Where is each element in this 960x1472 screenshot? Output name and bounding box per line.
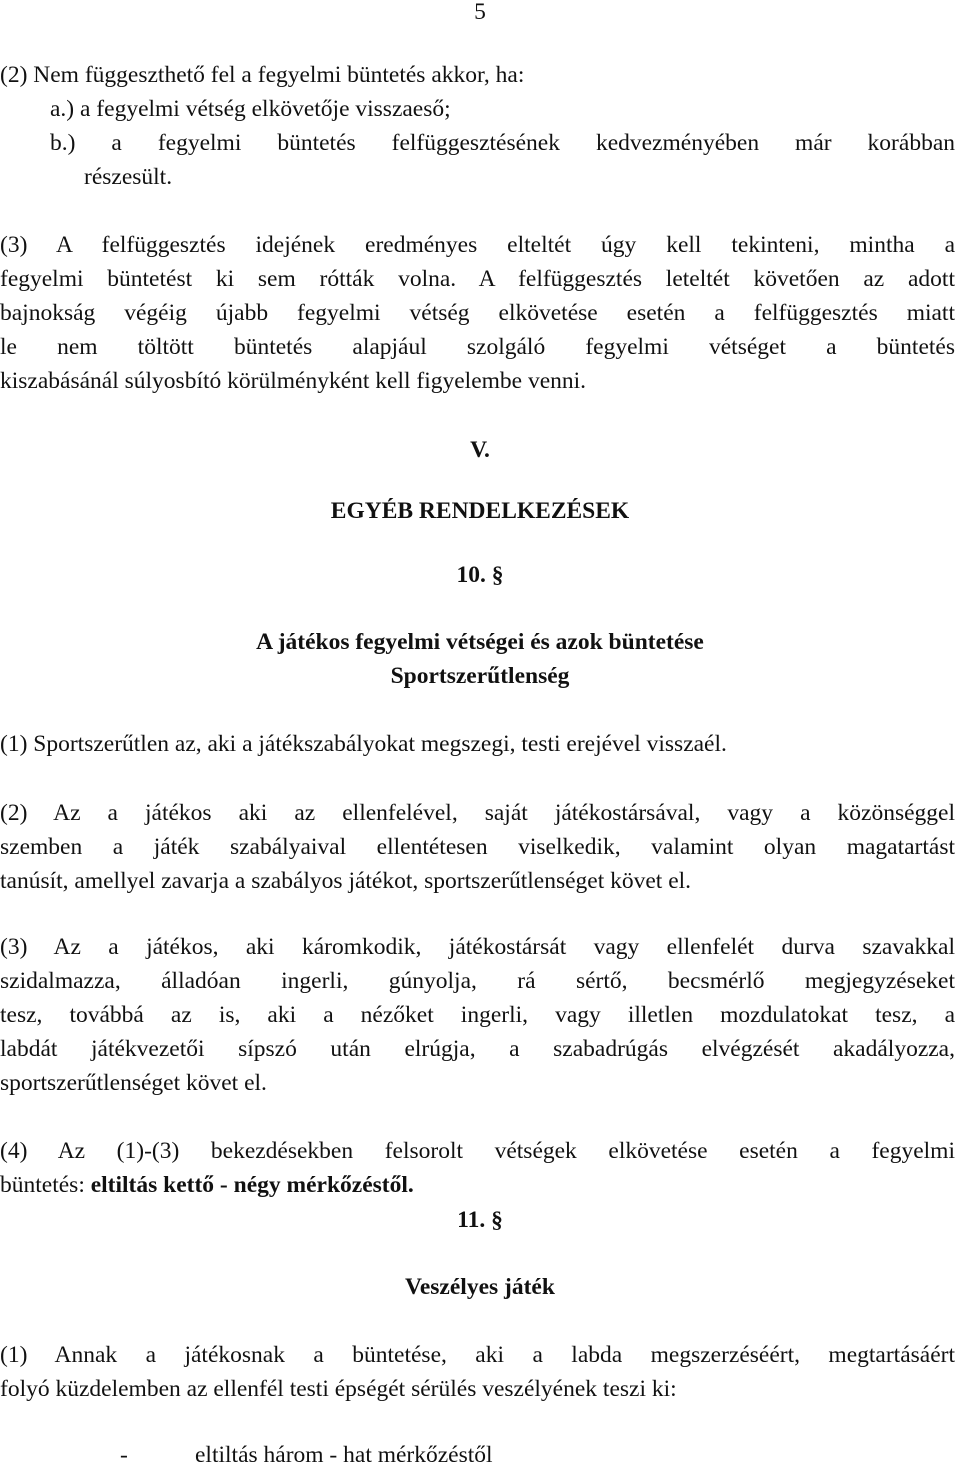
article-10-title: A játékos fegyelmi vétségei és azok büntetése — [256, 629, 704, 655]
article-10-para2-line: tanúsít, amellyel zavarja a szabályos játékot, sportszerűtlenséget követ el. — [0, 868, 692, 894]
section-3-line: le nem töltött büntetés alapjául szolgáló fegyelmi vétséget a büntetés — [0, 334, 955, 360]
article-10-para3-line: (3) Az a játékos, aki káromkodik, játékostársát vagy ellenfelét durva szavakkal — [0, 934, 955, 960]
section-3-line: (3) A felfüggesztés idejének eredményes elteltét úgy kell tekinteni, mintha a — [0, 232, 955, 258]
article-10-para2-line: szemben a játék szabályaival ellentétesen viselkedik, valamint olyan magatartást — [0, 834, 955, 860]
section-sign: § — [491, 1207, 503, 1233]
article-11-heading — [0, 1203, 960, 1237]
article-10-para3-line: szidalmazza, álladóan ingerli, gúnyolja, rá sértő, becsmérlő megjegyzéseket — [0, 968, 955, 994]
article-10-para2-line: (2) Az a játékos aki az ellenfelével, saját játékostársával, vagy a közönséggel — [0, 800, 955, 826]
section-2-item-b-line2: részesült. — [84, 164, 173, 190]
section-3-line: bajnokság végéig újabb fegyelmi vétség elkövetése esetén a felfüggesztés miatt — [0, 300, 955, 326]
article-10-number: 10. — [456, 562, 486, 588]
article-11-number: 11. — [457, 1207, 486, 1233]
chapter-number: V. — [470, 437, 490, 463]
article-10-para4-prefix: büntetés: — [0, 1172, 91, 1198]
article-10-para3-line: labdát játékvezetői sípszó után elrúgja, a szabadrúgás elvégzését akadályozza, — [0, 1036, 955, 1062]
article-11-title: Veszélyes játék — [405, 1274, 555, 1300]
article-10-para3-line: tesz, továbbá az is, aki a nézőket ingerli, vagy illetlen mozdulatokat tesz, a — [0, 1002, 955, 1028]
page-number: 5 — [474, 0, 486, 25]
section-2-heading: (2) Nem függeszthető fel a fegyelmi büntetés akkor, ha: — [0, 62, 525, 88]
article-10-para3-line: sportszerűtlenséget követ el. — [0, 1070, 267, 1096]
article-10-para4-line1: (4) Az (1)-(3) bekezdésekben felsorolt vétségek elkövetése esetén a fegyelmi — [0, 1138, 955, 1164]
section-3-line: fegyelmi büntetést ki sem rótták volna. A felfüggesztés leteltét követően az adott — [0, 266, 955, 292]
chapter-title: EGYÉB RENDELKEZÉSEK — [330, 498, 630, 524]
bullet-dash: - — [120, 1442, 128, 1468]
article-11-para1-line: folyó küzdelemben az ellenfél testi épségét sérülés veszélyének teszi ki: — [0, 1376, 677, 1402]
article-11-para1-line: (1) Annak a játékosnak a büntetése, aki a labda megszerzéséért, megtartásáért — [0, 1342, 955, 1368]
article-10-subtitle: Sportszerűtlenség — [390, 663, 570, 689]
article-10-para1: (1) Sportszerűtlen az, aki a játékszabályokat megszegi, testi erejével visszaél. — [0, 731, 727, 757]
section-3-line: kiszabásánál súlyosbító körülményként kell figyelembe venni. — [0, 368, 587, 394]
section-2-item-a: a.) a fegyelmi vétség elkövetője visszaeső; — [50, 96, 451, 122]
article-10-heading — [0, 558, 960, 592]
section-2-item-b-line1: b.) a fegyelmi büntetés felfüggesztésének kedvezményében már korábban — [50, 130, 955, 156]
bullet-text: eltiltás három - hat mérkőzéstől — [195, 1442, 493, 1468]
section-sign: § — [491, 562, 504, 588]
article-10-penalty: eltiltás kettő - négy mérkőzéstől. — [90, 1172, 414, 1198]
article-10-para4-line2 — [0, 1168, 414, 1202]
